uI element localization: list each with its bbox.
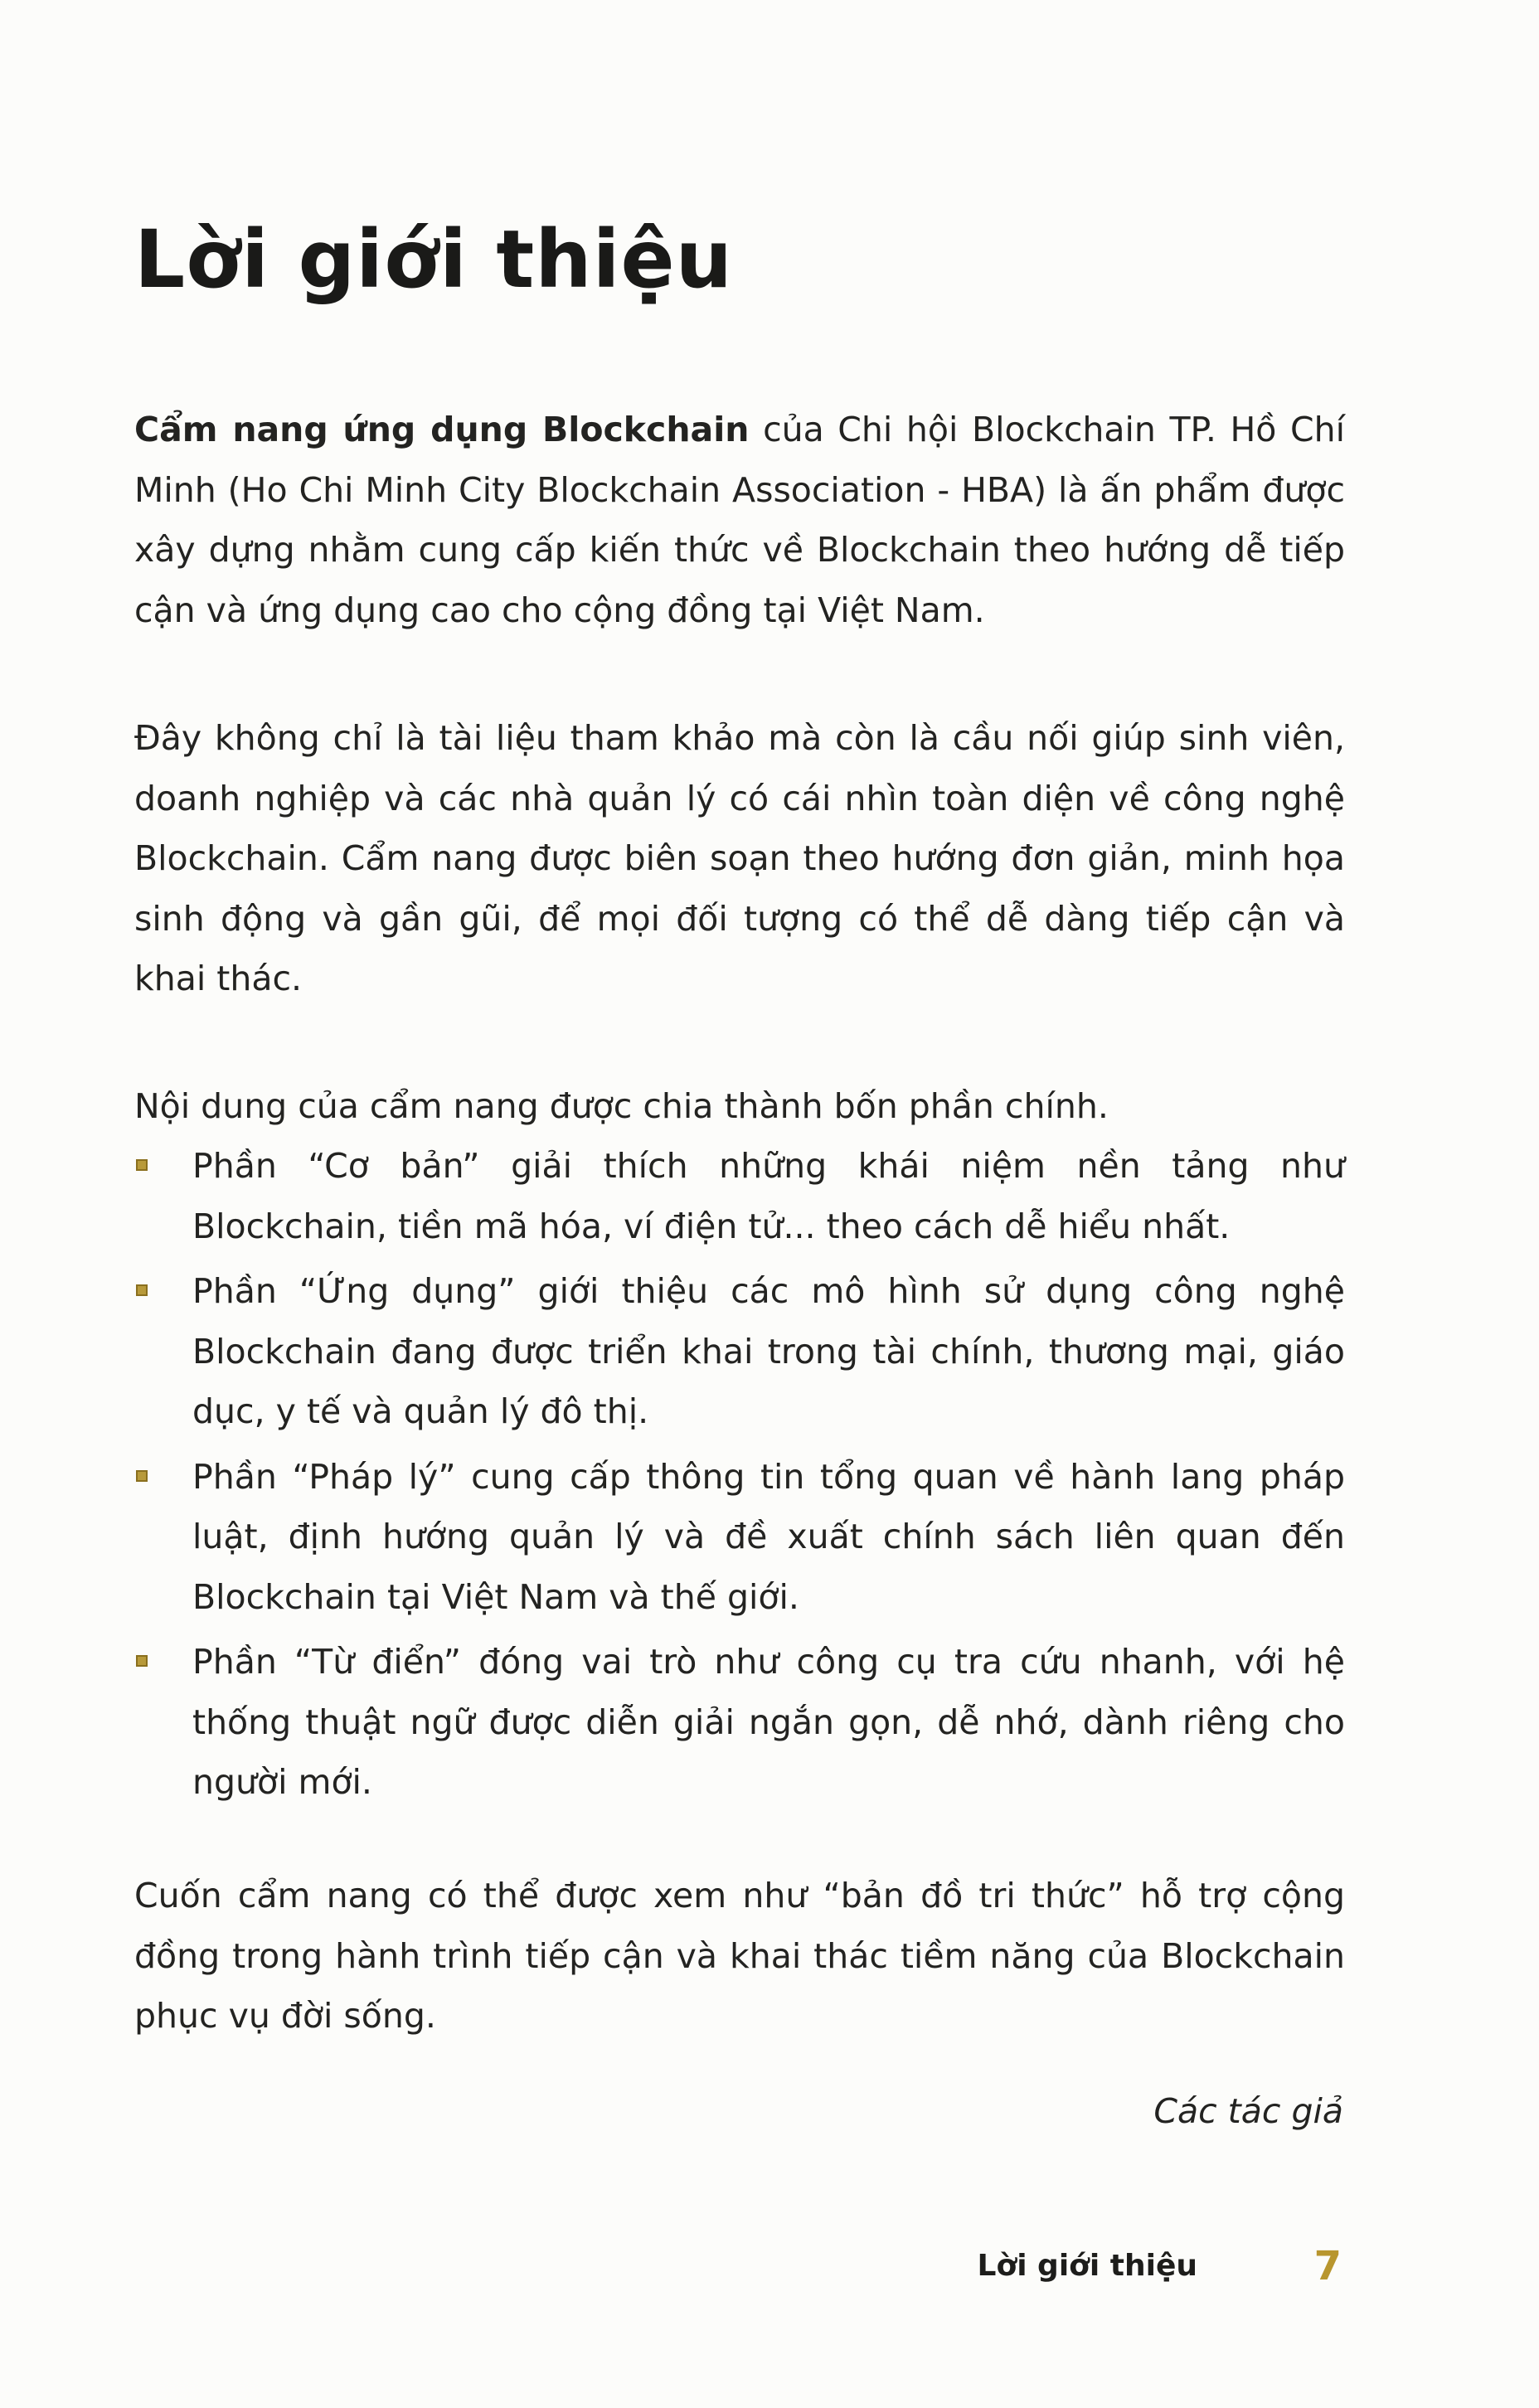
intro-paragraph-text <box>134 400 1345 640</box>
list-item-text: Phần “Ứng dụng” giới thiệu các mô hình sử dụng công nghệ Blockchain đang được triển khai trong tài chính, thương mại, giáo dục, y tế và quản lý đô thị. <box>192 1271 1345 1431</box>
square-bullet-icon <box>136 1470 148 1482</box>
list-item-text: Phần “Từ điển” đóng vai trò như công cụ tra cứu nhanh, với hệ thống thuật ngữ được diễn giải ngắn gọn, dễ nhớ, dành riêng cho người mới. <box>192 1642 1345 1802</box>
paragraph-4-text: Cuốn cẩm nang có thể được xem như “bản đồ tri thức” hỗ trợ cộng đồng trong hành trình tiếp cận và khai thác tiềm năng của Blockchain phục vụ đời sống. <box>134 1876 1345 2036</box>
footer-section-title: Lời giới thiệu <box>977 2249 1197 2283</box>
page-footer <box>0 2237 1539 2295</box>
paragraph-3 <box>134 1076 1345 1137</box>
page-title: Lời giới thiệu <box>134 213 733 306</box>
page-number: 7 <box>1313 2243 1342 2289</box>
paragraph-3-text: Nội dung của cẩm nang được chia thành bốn phần chính. <box>134 1086 1109 1126</box>
sections-list <box>134 1136 1345 1818</box>
list-item <box>134 1261 1345 1442</box>
paragraph-2-text: Đây không chỉ là tài liệu tham khảo mà còn là cầu nối giúp sinh viên, doanh nghiệp và các nhà quản lý có cái nhìn toàn diện về công nghệ Blockchain. Cẩm nang được biên soạn theo hướng đơn giản, minh họa sinh động và gần gũi, để mọi đối tượng có thể dễ dàng tiếp cận và khai thác. <box>134 718 1345 998</box>
intro-bold-lead: Cẩm nang ứng dụng Blockchain <box>134 410 750 449</box>
paragraph-4 <box>134 1866 1345 2046</box>
list-item-text: Phần “Pháp lý” cung cấp thông tin tổng quan về hành lang pháp luật, định hướng quản lý và đề xuất chính sách liên quan đến Blockchain tại Việt Nam và thế giới. <box>192 1456 1345 1617</box>
list-item <box>134 1632 1345 1813</box>
intro-paragraph <box>134 400 1345 640</box>
square-bullet-icon <box>136 1159 148 1171</box>
square-bullet-icon <box>136 1655 148 1667</box>
signature: Các tác giả <box>1153 2091 1343 2131</box>
paragraph-2 <box>134 708 1345 1009</box>
list-item <box>134 1447 1345 1628</box>
list-item <box>134 1136 1345 1256</box>
list-item-text: Phần “Cơ bản” giải thích những khái niệm nền tảng như Blockchain, tiền mã hóa, ví điện tử... theo cách dễ hiểu nhất. <box>192 1146 1345 1246</box>
intro-rest: của Chi hội Blockchain TP. Hồ Chí Minh (Ho Chi Minh City Blockchain Association - HBA) là ấn phẩm được xây dựng nhằm cung cấp kiến thức về Blockchain theo hướng dễ tiếp cận và ứng dụng cao cho cộng đồng tại Việt Nam. <box>134 410 1345 630</box>
square-bullet-icon <box>136 1284 148 1296</box>
